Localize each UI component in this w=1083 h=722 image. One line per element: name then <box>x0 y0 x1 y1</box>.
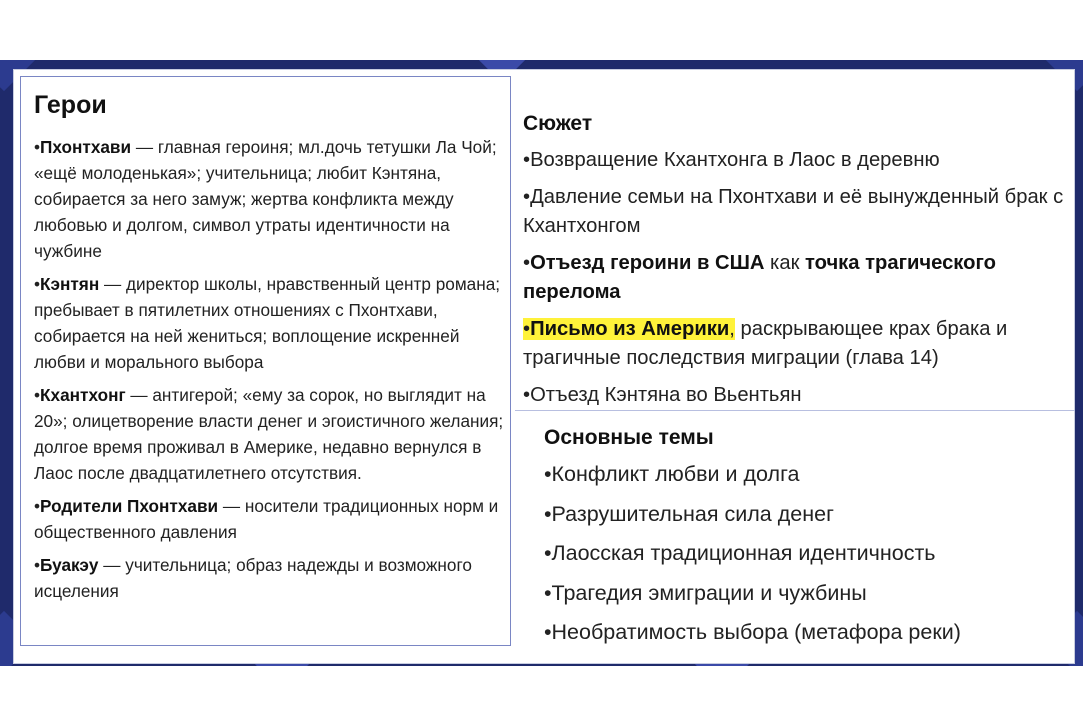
theme-item: •Конфликт любви и долга <box>544 462 800 486</box>
hero-item: •Кхантхонг — антигерой; «ему за сорок, но выглядит на 20»; олицетворение власти денег и эгоистичного желания; долгое время проживал в Америке, недавно вернулся в Лаос после двадцатилетнего отсутствия. <box>34 385 504 483</box>
hero-desc: — главная героиня; мл.дочь тетушки Ла Чой; «ещё молоденькая»; учительница; любит Кэнтяна, собирается за него замуж; жертва конфликта между любовью и долгом, символ утраты идентичности на чужбине <box>34 137 497 261</box>
hero-name: Буакэу <box>40 555 99 575</box>
plot-list <box>523 146 1068 417</box>
theme-item: •Необратимость выбора (метафора реки) <box>544 620 961 644</box>
highlight-mark: •Письмо из Америки, <box>523 317 735 340</box>
theme-item-text: Необратимость выбора (метафора реки) <box>551 620 961 644</box>
hero-desc: — носители традиционных норм и общественного давления <box>34 496 499 542</box>
slide-frame <box>0 60 1083 666</box>
plot-item-text: Возвращение Кхантхонга в Лаос в деревню <box>530 149 940 171</box>
hero-name: Пхонтхави <box>40 137 132 157</box>
plot-item <box>523 315 1068 374</box>
heroes-box <box>20 76 511 646</box>
plot-item: •Отъезд Кэнтяна во Вьентьян <box>523 383 802 406</box>
plot-item: •Давление семьи на Пхонтхави и её вынужденный брак с Кхантхонгом <box>523 185 1064 237</box>
theme-item-text: Лаосская традиционная идентичность <box>551 541 936 565</box>
theme-item: •Лаосская традиционная идентичность <box>544 541 936 565</box>
plot-item: •Возвращение Кхантхонга в Лаос в деревню <box>523 149 940 171</box>
content-card <box>13 69 1075 664</box>
hero-desc: — директор школы, нравственный центр романа; пребывает в пятилетних отношениях с Пхонтхави, собирается на ней жениться; воплощение искренней любви и морального выбора <box>34 274 501 372</box>
hero-desc: — учительница; образ надежды и возможного исцеления <box>34 555 472 601</box>
heroes-title: Герои <box>34 91 107 119</box>
plot-item-bold: точка трагического перелома <box>523 251 996 303</box>
theme-item: •Трагедия эмиграции и чужбины <box>544 580 867 605</box>
themes-list <box>544 460 1074 658</box>
hero-name: Кхантхонг <box>40 385 126 405</box>
hero-name: Кэнтян <box>40 274 100 294</box>
hero-item: •Пхонтхави — главная героиня; мл.дочь тетушки Ла Чой; «ещё молоденькая»; учительница; любит Кэнтяна, собирается за него замуж; жертва конфликта между любовью и долгом, символ утраты идентичности на чужбине <box>34 137 497 261</box>
theme-item: •Разрушительная сила денег <box>544 501 834 526</box>
plot-title: Сюжет <box>523 112 593 135</box>
plot-item-text: как <box>764 251 806 274</box>
plot-item-bold: Отъезд героини в США <box>530 251 765 274</box>
hero-item: •Буакэу — учительница; образ надежды и возможного исцеления <box>34 555 472 601</box>
theme-item-text: Трагедия эмиграции и чужбины <box>551 580 867 605</box>
plot-item: •Отъезд героини в США как точка трагического перелома <box>523 251 996 303</box>
plot-item-text: Давление семьи на Пхонтхави и её вынужденный брак с Кхантхонгом <box>523 185 1064 237</box>
hero-desc: — антигерой; «ему за сорок, но выглядит на 20»; олицетворение власти денег и эгоистичного желания; долгое время проживал в Америке, недавно вернулся в Лаос после двадцатилетнего отсутствия. <box>34 385 504 483</box>
hero-item: •Родители Пхонтхави — носители традиционных норм и общественного давления <box>34 496 499 542</box>
plot-item-text: Отъезд Кэнтяна во Вьентьян <box>530 383 802 406</box>
theme-item-text: Конфликт любви и долга <box>551 462 800 486</box>
hero-item: •Кэнтян — директор школы, нравственный центр романа; пребывает в пятилетних отношениях с Пхонтхави, собирается на ней жениться; воплощение искренней любви и морального выбора <box>34 274 501 372</box>
plot-item-highlight: Письмо из Америки <box>530 317 730 340</box>
section-divider <box>515 410 1075 411</box>
hero-name: Родители Пхонтхави <box>40 496 219 516</box>
plot-item-text: раскрывающее крах брака и трагичные последствия миграции (глава 14) <box>523 317 1008 369</box>
theme-item-text: Разрушительная сила денег <box>551 501 834 526</box>
heroes-list <box>34 134 506 611</box>
themes-title: Основные темы <box>544 426 714 449</box>
plot-item-comma: , <box>729 317 735 340</box>
